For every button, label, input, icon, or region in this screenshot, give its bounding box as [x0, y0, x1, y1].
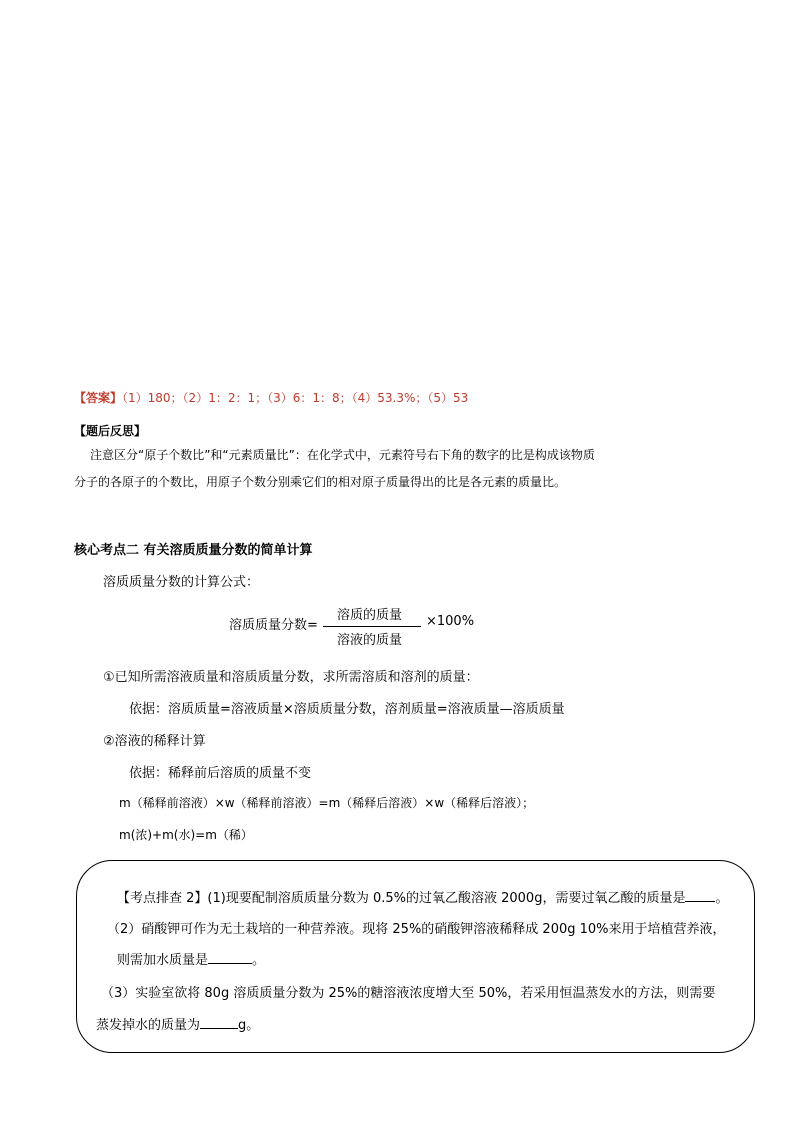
reflection-title: 【题后反思】 [74, 424, 147, 438]
formula-numerator: 溶质的质量 [337, 608, 403, 623]
exercise-q1 [117, 887, 728, 906]
exercise-q3-line-1: （3）实验室欲将 80g 溶质质量分数为 25%的糖溶液浓度增大至 50%，若采用恒温蒸发水的方法，则需要 [101, 986, 716, 1001]
answer-blank-2[interactable] [208, 951, 252, 964]
case1-text: ①已知所需溶液质量和溶质质量分数，求所需溶质和溶剂的质量： [103, 670, 479, 685]
exercise-q1-text: 【考点排查 2】(1)现要配制溶质质量分数为 0.5%的过氧乙酸溶液 2000g，需要过氧乙酸的质量是 [117, 891, 686, 906]
dilution-equation-1: m（稀释前溶液）×w（稀释前溶液）=m（稀释后溶液）×w（稀释后溶液）； [119, 796, 535, 810]
formula-intro: 溶质质量分数的计算公式： [103, 575, 260, 590]
answer-text: （1）180；（2）1：2：1；（3）6：1：8；（4）53.3%；（5）53 [122, 391, 469, 405]
exercise-q3-line-2 [96, 1014, 259, 1033]
answer-line [74, 389, 468, 406]
exercise-q3-text: 蒸发掉水的质量为 [96, 1018, 201, 1033]
exercise-q1-end: 。 [715, 891, 729, 906]
reflection-line-1: 注意区分“原子个数比”和“元素质量比”：在化学式中，元素符号右下角的数字的比是构成该物质 [90, 448, 595, 462]
formula-multiplier: ×100% [426, 614, 475, 629]
exercise-q3-end: g。 [238, 1018, 260, 1033]
case2-basis: 依据：稀释前后溶质的质量不变 [129, 766, 312, 781]
formula-denominator: 溶液的质量 [337, 633, 403, 648]
case2-text: ②溶液的稀释计算 [103, 734, 206, 749]
mass-fraction-formula [229, 604, 479, 648]
answer-blank-3[interactable] [200, 1016, 238, 1029]
dilution-equation-2: m(浓)+m(水)=m（稀） [119, 828, 253, 842]
formula-lhs: 溶质质量分数= [229, 618, 318, 633]
section-title: 核心考点二 有关溶质质量分数的简单计算 [74, 543, 313, 558]
reflection-line-2: 分子的各原子的个数比，用原子个数分别乘它们的相对原子质量得出的比是各元素的质量比。 [74, 475, 567, 489]
answer-label: 【答案】 [74, 391, 123, 405]
exercise-q2-end: 。 [252, 953, 266, 968]
answer-blank-1[interactable] [685, 889, 715, 902]
exercise-q2-line-1: （2）硝酸钾可作为无土栽培的一种营养液。现将 25%的硝酸钾溶液稀释成 200g 10%来用于培植营养液， [107, 922, 726, 937]
exercise-q2-text: 则需加水质量是 [117, 953, 209, 968]
fraction-bar [323, 626, 421, 627]
exercise-q2-line-2 [117, 949, 265, 968]
case1-basis: 依据：溶质质量=溶液质量×溶质质量分数，溶剂质量=溶液质量—溶质质量 [129, 702, 565, 717]
